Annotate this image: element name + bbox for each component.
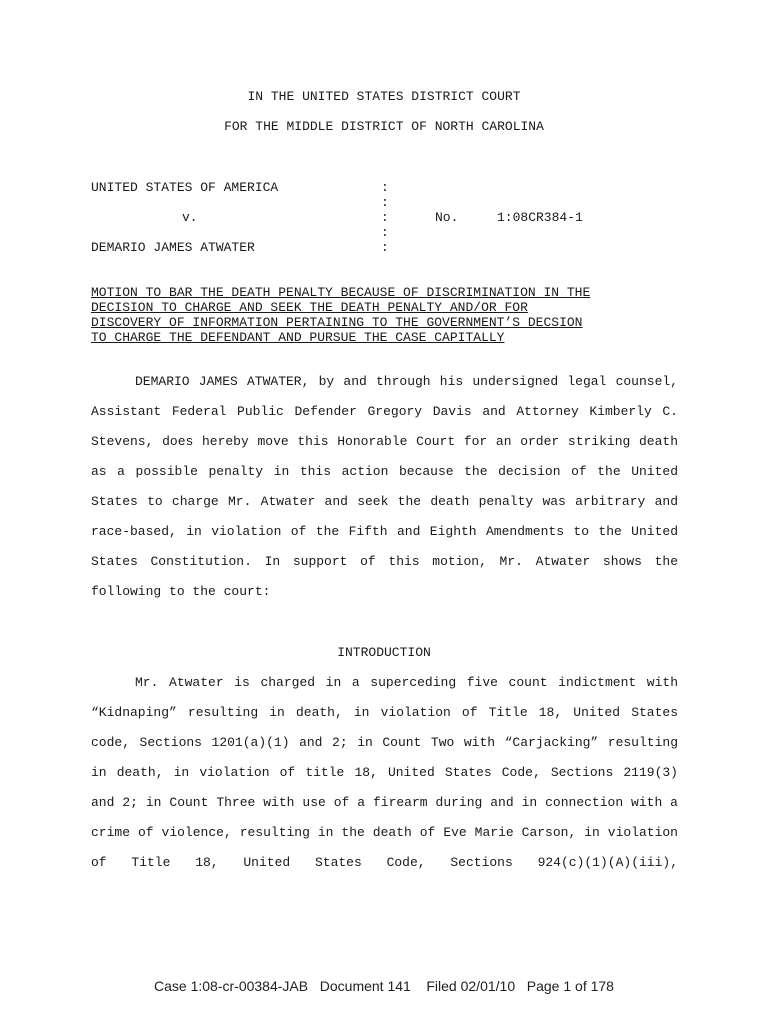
case-number: 1:08CR384-1	[497, 210, 583, 225]
court-name-line: IN THE UNITED STATES DISTRICT COURT	[247, 89, 521, 104]
introduction-paragraph-text: Mr. Atwater is charged in a superceding five count indictment with “Kidnaping” resulting in death, in violation of Title 18, United States code, Sections 1201(a)(1) and 2; in Count Two with “Carjacking” resulting in death, in violation of title 18, United States Code, Sections 2119(3) and 2; in Count Three with use of a firearm during and in connection with a crime of violence, resulting in the death of Eve Marie Carson, in violation of Title 18, United States Code, Sections 924(c)(1)(A)(iii),	[91, 675, 678, 870]
caption-colon: :	[381, 195, 389, 210]
page-footer: Case 1:08-cr-00384-JAB Document 141 Filed 02/01/10 Page 1 of 178	[154, 978, 614, 994]
motion-title	[91, 285, 681, 345]
caption-colon: :	[381, 210, 389, 225]
plaintiff-name: UNITED STATES OF AMERICA	[91, 180, 279, 195]
motion-title-line: DECISION TO CHARGE AND SEEK THE DEATH PENALTY AND/OR FOR	[91, 300, 528, 315]
caption-colon: :	[381, 240, 389, 255]
introduction-paragraph	[91, 668, 678, 878]
section-heading-introduction: INTRODUCTION	[337, 645, 431, 660]
motion-title-line: MOTION TO BAR THE DEATH PENALTY BECAUSE OF DISCRIMINATION IN THE	[91, 285, 591, 300]
motion-paragraph	[91, 367, 678, 607]
motion-title-line: TO CHARGE THE DEFENDANT AND PURSUE THE CASE CAPITALLY	[91, 330, 505, 345]
caption-row-versus	[91, 210, 691, 225]
caption-row-defendant	[91, 240, 691, 255]
case-caption	[91, 180, 691, 255]
caption-row-plaintiff	[91, 180, 691, 195]
versus-label: v.	[182, 210, 198, 225]
caption-colon: :	[381, 180, 389, 195]
caption-row-spacer	[91, 225, 691, 240]
motion-title-line: DISCOVERY OF INFORMATION PERTAINING TO THE GOVERNMENT’S DECSION	[91, 315, 583, 330]
caption-row-spacer	[91, 195, 691, 210]
caption-colon: :	[381, 225, 389, 240]
motion-paragraph-text: DEMARIO JAMES ATWATER, by and through his undersigned legal counsel, Assistant Federal Public Defender Gregory Davis and Attorney Kimberly C. Stevens, does hereby move this Honorable Court for an order striking death as a possible penalty in this action because the decision of the United States to charge Mr. Atwater and seek the death penalty was arbitrary and race-based, in violation of the Fifth and Eighth Amendments to the United States Constitution. In support of this motion, Mr. Atwater shows the following to the court:	[91, 374, 678, 599]
court-district-line: FOR THE MIDDLE DISTRICT OF NORTH CAROLINA	[224, 119, 544, 134]
case-number-label: No.	[435, 210, 459, 225]
defendant-name: DEMARIO JAMES ATWATER	[91, 240, 255, 255]
